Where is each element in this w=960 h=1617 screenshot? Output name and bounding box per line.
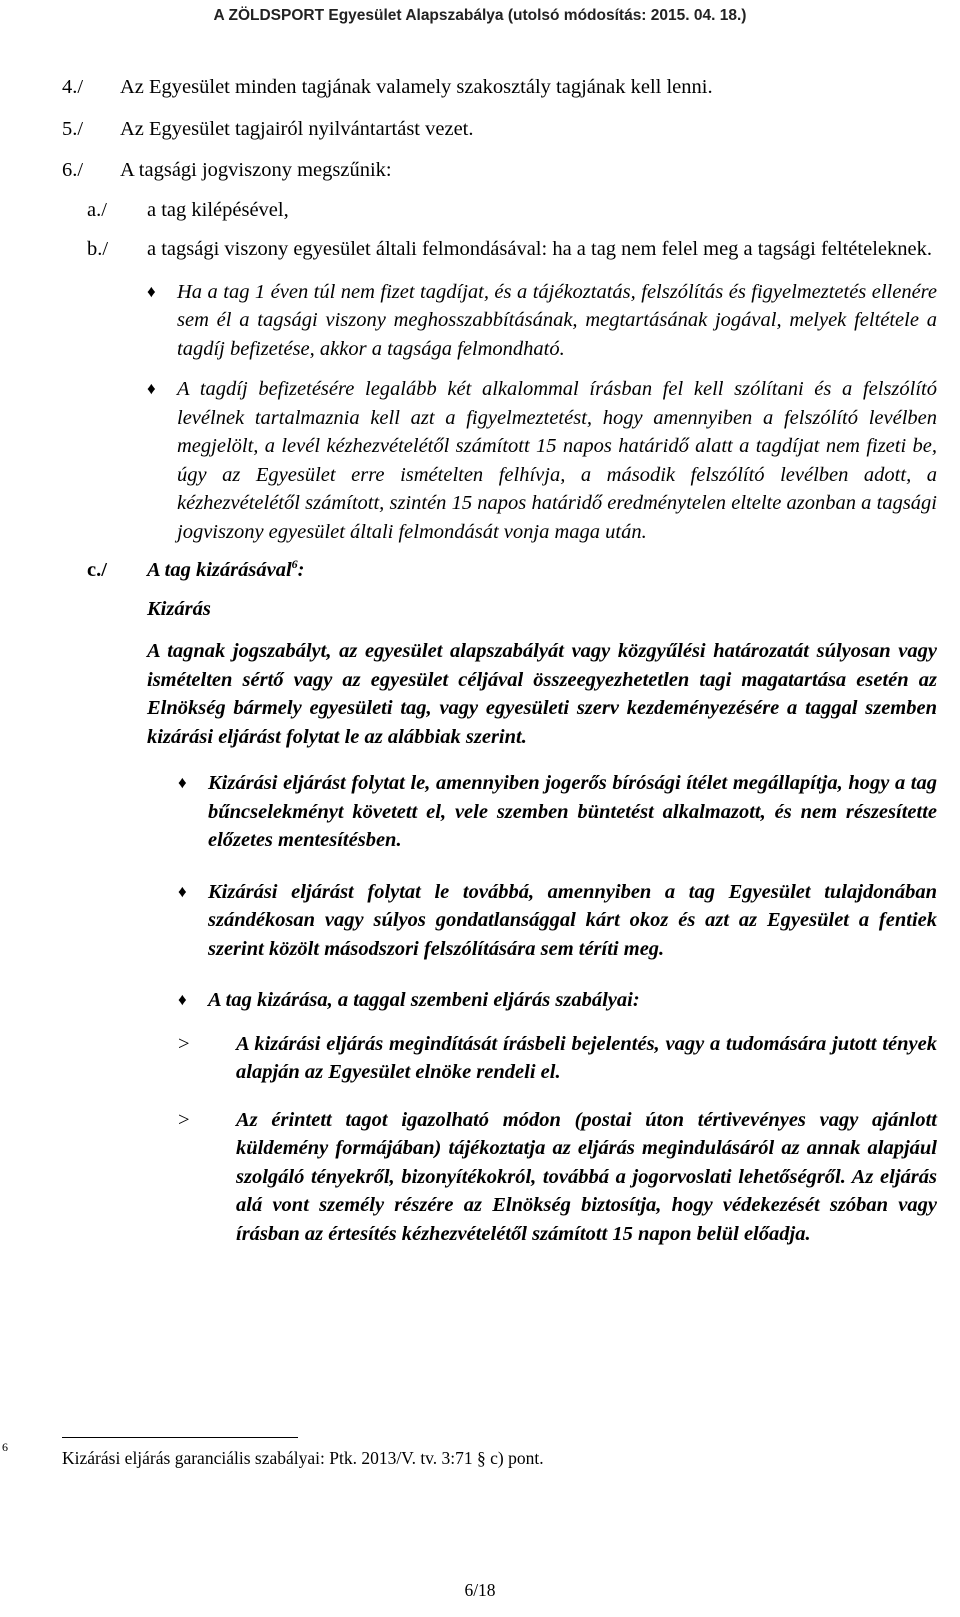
sub-item-a	[87, 196, 937, 225]
sub-item-text: a tag kilépésével,	[147, 198, 289, 221]
item-text: Az Egyesület tagjairól nyilvántartást vezet.	[120, 117, 474, 140]
sub-list-text: Az érintett tagot igazolható módon (postai úton tértivevényes vagy ajánlott küldemény formájában) tájékoztatja az eljárás megindulásáról az annak alapjául szolgáló tényekről, bizonyítékokról, továbbá a jogorvoslati lehetőségről. Az eljárás alá vont személy részére az Elnökség biztosítja, hogy védekezését szóban vagy írásban az értesítés kézhezvételétől számított 15 napon belül előadja.	[236, 1108, 937, 1245]
gt-marker: >	[178, 1032, 190, 1055]
bullet-text: Ha a tag 1 éven túl nem fizet tagdíjat, és a tájékoztatás, felszólítás és figyelmeztetés ellenére sem él a tagsági viszony meghosszabbításának, megtartásának jogával, melyek feltétele a tagdíj befizetése, akkor a tagsága felmondható.	[177, 280, 937, 360]
sub-item-b	[87, 235, 937, 264]
sub-item-label: A tag kizárásával	[147, 559, 292, 581]
document-body	[62, 73, 937, 1267]
bullet-spade-icon: ♦	[147, 379, 156, 398]
bullet-spade-icon: ♦	[147, 281, 156, 301]
footnote-ref: 6	[291, 557, 298, 572]
page-number: 6/18	[464, 1580, 496, 1600]
sub-item-text	[147, 556, 305, 585]
bullet-item	[178, 878, 937, 964]
item-number: 6./	[62, 159, 84, 181]
sub-list-item	[178, 1030, 937, 1087]
item-number: 5./	[62, 117, 84, 140]
item-number: 4./	[62, 76, 84, 98]
sub-item-text: a tagsági viszony egyesület általi felmondásával: ha a tag nem felel meg a tagsági feltételeknek.	[147, 238, 932, 260]
footnote-separator	[62, 1437, 298, 1438]
sub-item-c	[87, 556, 937, 585]
bullet-item	[178, 986, 937, 1015]
bullet-spade-icon: ♦	[178, 881, 187, 901]
sub-list-item	[178, 1106, 937, 1249]
gt-marker: >	[178, 1108, 190, 1131]
item-text: A tagsági jogviszony megszűnik:	[120, 159, 392, 181]
page-header: A ZÖLDSPORT Egyesület Alapszabálya (utolsó módosítás: 2015. 04. 18.)	[213, 7, 747, 24]
kizaras-paragraph: A tagnak jogszabályt, az egyesület alapszabályát vagy közgyűlési határozatát súlyosan vagy ismételten sértő vagy az egyesület céljával összeegyezhetetlen tagi magatartása esetén az Elnökség bármely egyesületi tag, vagy egyesületi szerv kezdeményezésére a taggal szemben kizárási eljárást folytat le az alábbiak szerint.	[147, 640, 937, 748]
item-6	[62, 156, 937, 185]
sub-list-text: A kizárási eljárás megindítását írásbeli bejelentés, vagy a tudomására jutott tények alapján az Egyesület elnöke rendeli el.	[236, 1032, 937, 1083]
bullet-spade-icon: ♦	[178, 773, 187, 792]
bullet-item	[147, 375, 937, 546]
bullet-item	[178, 769, 937, 855]
section-heading: Kizárás	[147, 597, 211, 620]
bullet-text: A tag kizárása, a taggal szembeni eljárás szabályai:	[208, 989, 640, 1011]
sub-item-colon: :	[297, 559, 305, 581]
sub-item-number: a./	[87, 198, 107, 221]
item-5	[62, 115, 937, 144]
sub-item-number: b./	[87, 238, 109, 260]
footnote-number: 6	[2, 1440, 8, 1454]
item-4	[62, 73, 937, 102]
bullet-item	[147, 278, 937, 364]
sub-item-number: c./	[87, 559, 107, 581]
bullet-text: A tagdíj befizetésére legalább két alkalommal írásban fel kell szólítani és a felszólító levélnek tartalmaznia kell azt a figyelmeztetést, hogy amennyiben a felszólító levélben megjelölt, a levél kézhezvételétől számított 15 napos határidő alatt a tagdíjat nem fizeti be, úgy az Egyesület erre ismételten felhívja, a második felszólító levélben adott, a kézhezvételétől számított, szintén 15 napos határidő eredménytelen eltelte azonban a tagsági jogviszony egyesület általi felmondását vonja maga után.	[177, 378, 937, 543]
item-text: Az Egyesület minden tagjának valamely szakosztály tagjának kell lenni.	[120, 76, 713, 98]
bullet-spade-icon: ♦	[178, 990, 187, 1009]
bullet-text: Kizárási eljárást folytat le továbbá, amennyiben a tag Egyesület tulajdonában szándékosan vagy súlyos gondatlansággal kárt okoz és azt az Egyesület a fentiek szerint közölt másodszori felszólítására sem téríti meg.	[208, 880, 937, 960]
bullet-text: Kizárási eljárást folytat le, amennyiben jogerős bírósági ítélet megállapítja, hogy a tag bűncselekményt követett el, vele szemben büntetést alkalmazott, és nem részesítette előzetes mentesítésben.	[208, 772, 937, 851]
footnote-text: Kizárási eljárás garanciális szabályai: Ptk. 2013/V. tv. 3:71 § c) pont.	[62, 1448, 544, 1468]
